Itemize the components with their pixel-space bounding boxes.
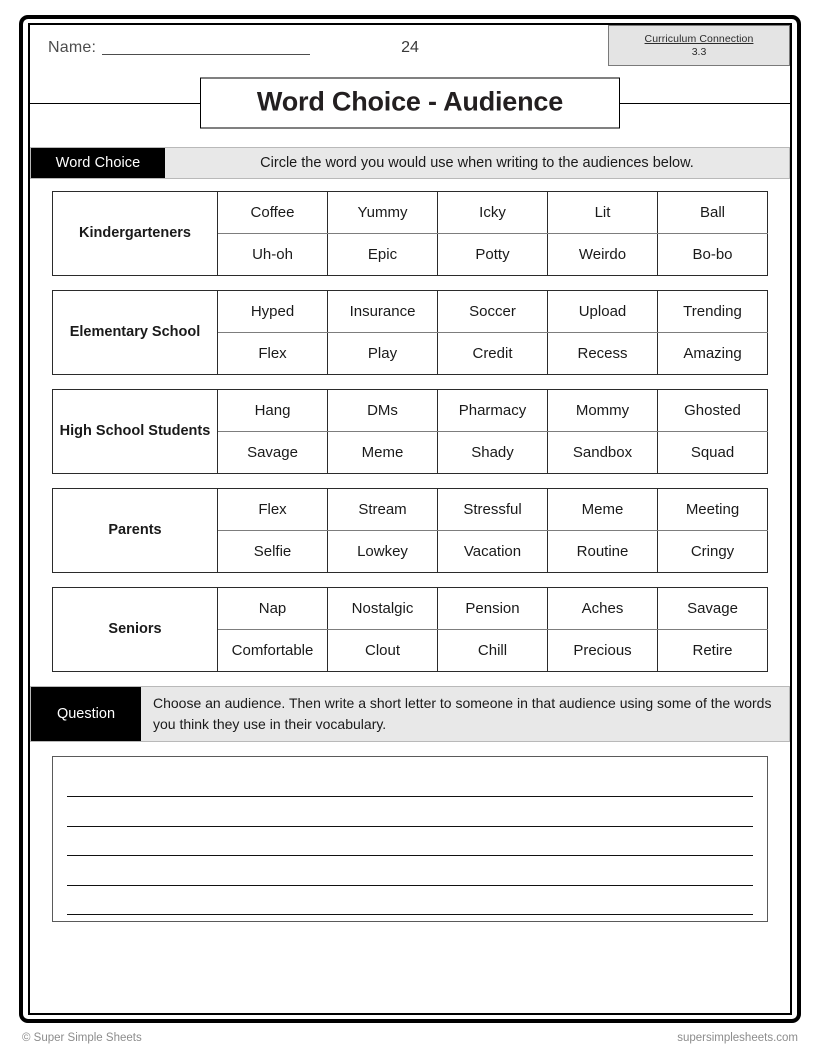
table-row (53, 390, 768, 432)
word-cell[interactable]: Comfortable (218, 630, 328, 672)
table-row (53, 192, 768, 234)
audience-label: Parents (53, 489, 218, 573)
word-cell[interactable]: Pension (438, 588, 548, 630)
page-number: 24 (401, 39, 419, 56)
word-cell[interactable]: Aches (548, 588, 658, 630)
word-cell[interactable]: Upload (548, 291, 658, 333)
word-cell[interactable]: Play (328, 333, 438, 375)
word-cell[interactable]: Selfie (218, 531, 328, 573)
curriculum-connection-title: Curriculum Connection (644, 32, 754, 45)
audience-label: Elementary School (53, 291, 218, 375)
answer-line[interactable] (67, 856, 753, 886)
word-cell[interactable]: Nostalgic (328, 588, 438, 630)
word-cell[interactable]: Lit (548, 192, 658, 234)
answer-line[interactable] (67, 767, 753, 797)
word-choice-section-bar (30, 147, 790, 179)
word-table-elementary-school (52, 290, 768, 375)
word-cell[interactable]: Epic (328, 234, 438, 276)
answer-line[interactable] (67, 797, 753, 827)
section-label: Word Choice (31, 148, 165, 178)
audience-label: Kindergarteners (53, 192, 218, 276)
title-zone (30, 73, 790, 133)
word-cell[interactable]: Shady (438, 432, 548, 474)
name-input-line[interactable] (102, 41, 310, 55)
word-cell[interactable]: Weirdo (548, 234, 658, 276)
word-cell[interactable]: Lowkey (328, 531, 438, 573)
footer-copyright: © Super Simple Sheets (22, 1032, 142, 1044)
word-table-seniors (52, 587, 768, 672)
word-cell[interactable]: Meme (548, 489, 658, 531)
footer (22, 1032, 798, 1044)
word-cell[interactable]: Meeting (658, 489, 768, 531)
word-table-parents (52, 488, 768, 573)
word-cell[interactable]: Coffee (218, 192, 328, 234)
name-label: Name: (48, 39, 97, 56)
audience-label: Seniors (53, 588, 218, 672)
word-cell[interactable]: Pharmacy (438, 390, 548, 432)
word-cell[interactable]: Vacation (438, 531, 548, 573)
word-cell[interactable]: Stressful (438, 489, 548, 531)
word-cell[interactable]: Amazing (658, 333, 768, 375)
word-table-kindergarteners (52, 191, 768, 276)
table-row (53, 291, 768, 333)
word-cell[interactable]: Bo-bo (658, 234, 768, 276)
word-cell[interactable]: Flex (218, 333, 328, 375)
question-text: Choose an audience. Then write a short letter to someone in that audience using some of the words you think they use in their vocabulary. (141, 687, 789, 741)
word-cell[interactable]: Potty (438, 234, 548, 276)
word-cell[interactable]: Nap (218, 588, 328, 630)
word-cell[interactable]: Squad (658, 432, 768, 474)
word-cell[interactable]: Precious (548, 630, 658, 672)
word-cell[interactable]: Recess (548, 333, 658, 375)
word-cell[interactable]: Mommy (548, 390, 658, 432)
word-cell[interactable]: Trending (658, 291, 768, 333)
word-cell[interactable]: Stream (328, 489, 438, 531)
page-content (30, 25, 790, 1013)
word-cell[interactable]: Ghosted (658, 390, 768, 432)
word-cell[interactable]: Credit (438, 333, 548, 375)
word-cell[interactable]: Chill (438, 630, 548, 672)
word-tables (30, 191, 790, 672)
answer-box[interactable] (52, 756, 768, 922)
word-cell[interactable]: Flex (218, 489, 328, 531)
section-instruction: Circle the word you would use when writing to the audiences below. (165, 148, 789, 178)
word-cell[interactable]: Soccer (438, 291, 548, 333)
footer-website: supersimplesheets.com (677, 1032, 798, 1044)
word-cell[interactable]: Savage (218, 432, 328, 474)
table-row (53, 489, 768, 531)
table-row (53, 588, 768, 630)
word-cell[interactable]: Meme (328, 432, 438, 474)
question-bar (30, 686, 790, 742)
word-cell[interactable]: DMs (328, 390, 438, 432)
word-cell[interactable]: Ball (658, 192, 768, 234)
answer-line[interactable] (67, 886, 753, 915)
word-cell[interactable]: Hang (218, 390, 328, 432)
curriculum-connection-code: 3.3 (691, 45, 707, 58)
word-cell[interactable]: Hyped (218, 291, 328, 333)
question-label: Question (31, 687, 141, 741)
word-cell[interactable]: Savage (658, 588, 768, 630)
answer-line[interactable] (67, 827, 753, 857)
word-cell[interactable]: Yummy (328, 192, 438, 234)
header (30, 25, 790, 71)
word-table-high-school-students (52, 389, 768, 474)
word-cell[interactable]: Insurance (328, 291, 438, 333)
word-cell[interactable]: Uh-oh (218, 234, 328, 276)
name-field[interactable] (48, 39, 310, 57)
word-cell[interactable]: Cringy (658, 531, 768, 573)
word-cell[interactable]: Retire (658, 630, 768, 672)
word-cell[interactable]: Icky (438, 192, 548, 234)
page-title-box (200, 78, 620, 129)
audience-label: High School Students (53, 390, 218, 474)
page-title: Word Choice - Audience (256, 86, 564, 117)
word-cell[interactable]: Sandbox (548, 432, 658, 474)
curriculum-connection-badge (608, 25, 790, 66)
word-cell[interactable]: Clout (328, 630, 438, 672)
word-cell[interactable]: Routine (548, 531, 658, 573)
